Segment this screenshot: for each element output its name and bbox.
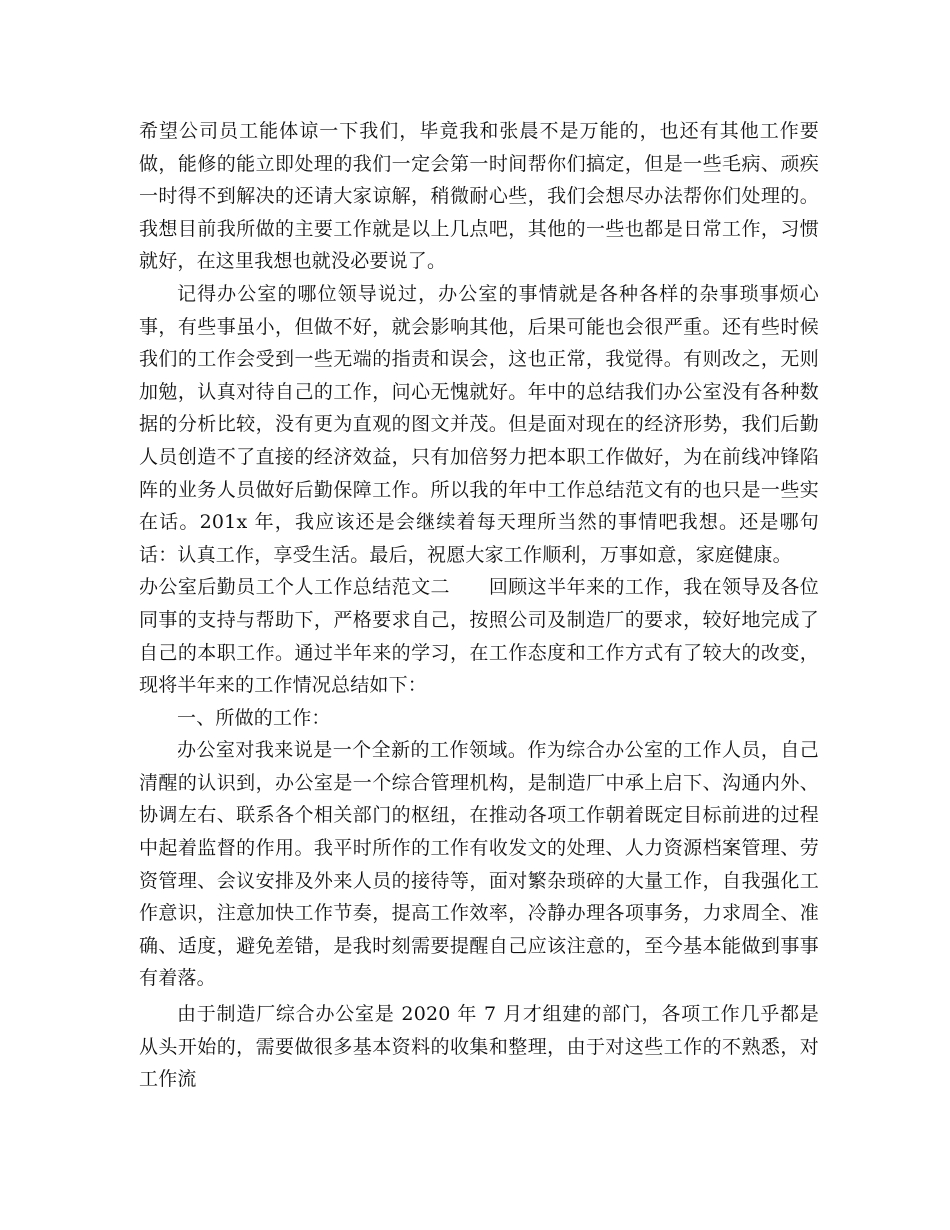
- document-body: [139, 115, 819, 1096]
- paragraph-sample-two-intro: 办公室后勤员工个人工作总结范文二 回顾这半年来的工作，我在领导及各位同事的支持与帮助下，严格要求自己，按照公司及制造厂的要求，较好地完成了自己的本职工作。通过半年来的学习，在工作态度和工作方式有了较大的改变，现将半年来的工作情况总结如下：: [139, 576, 819, 697]
- section-heading-work-done: 一、所做的工作：: [177, 706, 331, 729]
- paragraph-continuation: 希望公司员工能体谅一下我们，毕竟我和张晨不是万能的，也还有其他工作要做，能修的能立即处理的我们一定会第一时间帮你们搞定，但是一些毛病、顽疾一时得不到解决的还请大家谅解，稍微耐心些，我们会想尽办法帮你们处理的。我想目前我所做的主要工作就是以上几点吧，其他的一些也都是日常工作，习惯就好，在这里我想也就没必要说了。: [139, 120, 819, 273]
- paragraph-office-duties: 办公室对我来说是一个全新的工作领域。作为综合办公室的工作人员，自己清醒的认识到，办公室是一个综合管理机构，是制造厂中承上启下、沟通内外、协调左右、联系各个相关部门的枢纽，在推动各项工作朝着既定目标前进的过程中起着监督的作用。我平时所作的工作有收发文的处理、人力资源档案管理、劳资管理、会议安排及外来人员的接待等，面对繁杂琐碎的大量工作，自我强化工作意识，注意加快工作节奏，提高工作效率，冷静办理各项事务，力求周全、准确、适度，避免差错，是我时刻需要提醒自己应该注意的，至今基本能做到事事有着落。: [139, 739, 819, 990]
- paragraph-office-reflection: 记得办公室的哪位领导说过，办公室的事情就是各种各样的杂事琐事烦心事，有些事虽小，但做不好，就会影响其他，后果可能也会很严重。还有些时候我们的工作会受到一些无端的指责和误会，这也正常，我觉得。有则改之，无则加勉，认真对待自己的工作，问心无愧就好。年中的总结我们办公室没有各种数据的分析比较，没有更为直观的图文并茂。但是面对现在的经济形势，我们后勤人员创造不了直接的经济效益，只有加倍努力把本职工作做好，为在前线冲锋陷阵的业务人员做好后勤保障工作。所以我的年中工作总结范文有的也只是一些实在话。201x 年，我应该还是会继续着每天理所当然的事情吧我想。还是哪句话：认真工作，享受生活。最后，祝愿大家工作顺利，万事如意，家庭健康。: [139, 282, 819, 566]
- paragraph-office-setup: 由于制造厂综合办公室是 2020 年 7 月才组建的部门，各项工作几乎都是从头开始的，需要做很多基本资料的收集和整理，由于对这些工作的不熟悉，对工作流: [139, 1003, 819, 1091]
